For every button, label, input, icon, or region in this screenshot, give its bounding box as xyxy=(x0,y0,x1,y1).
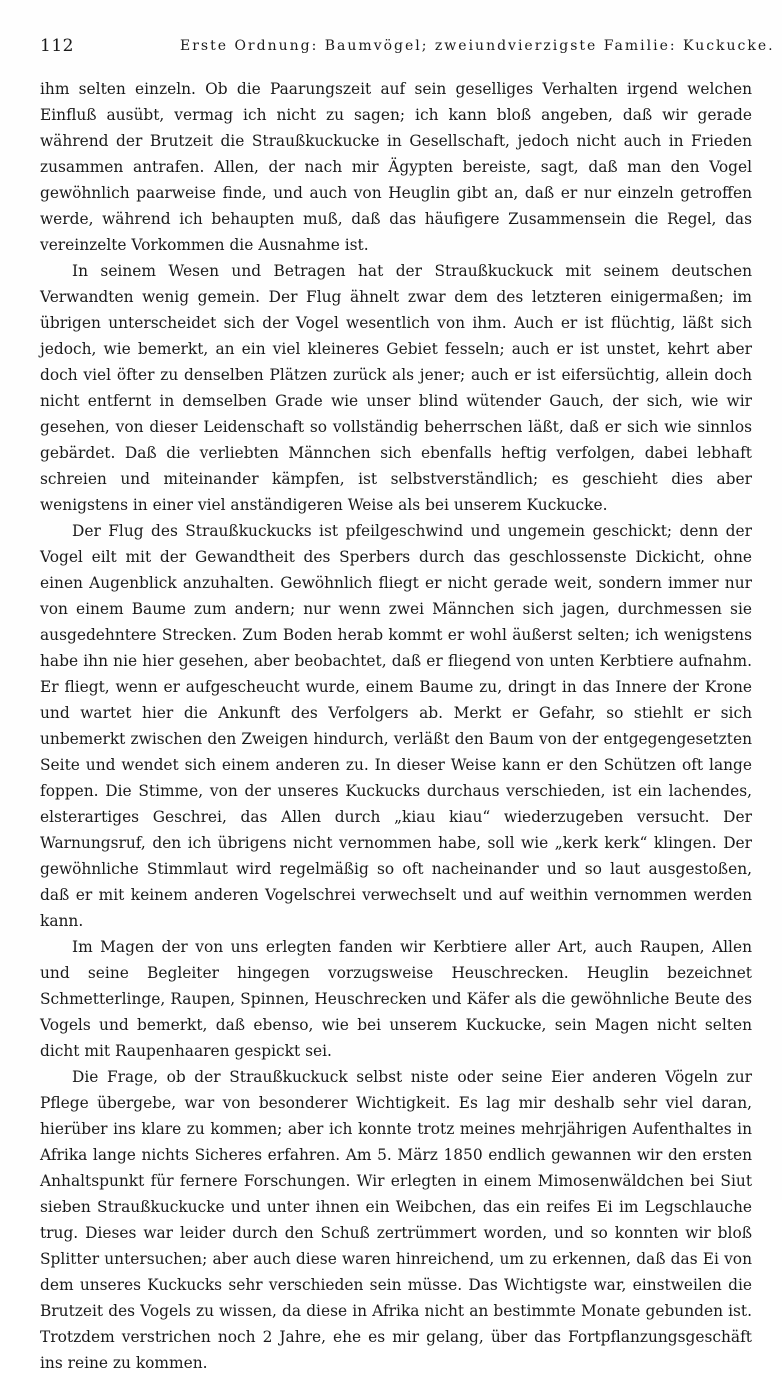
paragraph-5: Die Frage, ob der Straußkuckuck selbst niste oder seine Eier anderen Vögeln zur Pflege übergebe, war von besonderer Wichtigkeit. Es lag mir deshalb sehr viel daran, hierüber ins klare zu kommen; aber ich konnte trotz meines mehrjährigen Aufenthaltes in Afrika lange nichts Sicheres erfahren. Am 5. März 1850 endlich gewannen wir den ersten Anhaltspunkt für fernere Forschungen. Wir erlegten in einem Mimosenwäldchen bei Siut sieben Straußkuckucke und unter ihnen ein Weibchen, das ein reifes Ei im Legschlauche trug. Dieses war leider durch den Schuß zertrümmert worden, und so konnten wir bloß Splitter untersuchen; aber auch diese waren hinreichend, um zu erkennen, daß das Ei von dem unseres Kuckucks sehr verschieden sein müsse. Das Wichtigste war, einstweilen die Brutzeit des Vogels zu wissen, da diese in Afrika nicht an bestimmte Monate gebunden ist. Trotzdem verstrichen noch 2 Jahre, ehe es mir gelang, über das Fortpflanzungsgeschäft ins reine zu kommen. xyxy=(40,1068,752,1372)
paragraph-4: Im Magen der von uns erlegten fanden wir Kerbtiere aller Art, auch Raupen, Allen und seine Begleiter hingegen vorzugsweise Heuschrecken. Heuglin bezeichnet Schmetterlinge, Raupen, Spinnen, Heuschrecken und Käfer als die gewöhnliche Beute des Vogels und bemerkt, daß ebenso, wie bei unserem Kuckucke, sein Magen nicht selten dicht mit Raupenhaaren gespickt sei. xyxy=(40,938,752,1060)
body-text xyxy=(40,76,752,1376)
paragraph-2: In seinem Wesen und Betragen hat der Straußkuckuck mit seinem deutschen Verwandten wenig gemein. Der Flug ähnelt zwar dem des letzteren einigermaßen; im übrigen unterscheidet sich der Vogel wesentlich von ihm. Auch er ist flüchtig, läßt sich jedoch, wie bemerkt, an ein viel kleineres Gebiet fesseln; auch er ist unstet, kehrt aber doch viel öfter zu denselben Plätzen zurück als jener; auch er ist eifersüchtig, allein doch nicht entfernt in demselben Grade wie unser blind wütender Gauch, der sich, wie wir gesehen, von dieser Leidenschaft so vollständig beherrschen läßt, daß er sich wie sinnlos gebärdet. Daß die verliebten Männchen sich ebenfalls heftig verfolgen, dabei lebhaft schreien und miteinander kämpfen, ist selbstverständlich; es geschieht dies aber wenigstens in einer viel anständigeren Weise als bei unserem Kuckucke. xyxy=(40,262,752,514)
paragraph-1: ihm selten einzeln. Ob die Paarungszeit auf sein geselliges Verhalten irgend welchen Einfluß ausübt, vermag ich nicht zu sagen; ich kann bloß angeben, daß wir gerade während der Brutzeit die Straußkuckucke in Gesellschaft, jedoch nicht auch in Frieden zusammen antrafen. Allen, der nach mir Ägypten bereiste, sagt, daß man den Vogel gewöhnlich paarweise finde, und auch von Heuglin gibt an, daß er nur einzeln getroffen werde, während ich behaupten muß, daß das häufigere Zusammensein die Regel, das vereinzelte Vorkommen die Ausnahme ist. xyxy=(40,80,752,254)
running-head: Erste Ordnung: Baumvögel; zweiundvierzigste Familie: Kuckucke. xyxy=(180,38,775,54)
page-number: 112 xyxy=(40,36,74,56)
page-header xyxy=(40,36,775,64)
paragraph-3: Der Flug des Straußkuckucks ist pfeilgeschwind und ungemein geschickt; denn der Vogel eilt mit der Gewandtheit des Sperbers durch das geschlossenste Dickicht, ohne einen Augenblick anzuhalten. Gewöhnlich fliegt er nicht gerade weit, sondern immer nur von einem Baume zum andern; nur wenn zwei Männchen sich jagen, durchmessen sie ausgedehntere Strecken. Zum Boden herab kommt er wohl äußerst selten; ich wenigstens habe ihn nie hier gesehen, aber beobachtet, daß er fliegend von unten Kerbtiere aufnahm. Er fliegt, wenn er aufgescheucht wurde, einem Baume zu, dringt in das Innere der Krone und wartet hier die Ankunft des Verfolgers ab. Merkt er Gefahr, so stiehlt er sich unbemerkt zwischen den Zweigen hindurch, verläßt den Baum von der entgegengesetzten Seite und wendet sich einem anderen zu. In dieser Weise kann er den Schützen oft lange foppen. Die Stimme, von der unseres Kuckucks durchaus verschieden, ist ein lachendes, elsterartiges Geschrei, das Allen durch „kiau kiau“ wiederzugeben versucht. Der Warnungsruf, den ich übrigens nicht vernommen habe, soll wie „kerk kerk“ klingen. Der gewöhnliche Stimmlaut wird regelmäßig so oft nacheinander und so laut ausgestoßen, daß er mit keinem anderen Vogelschrei verwechselt und auf weithin vernommen werden kann. xyxy=(40,522,752,930)
